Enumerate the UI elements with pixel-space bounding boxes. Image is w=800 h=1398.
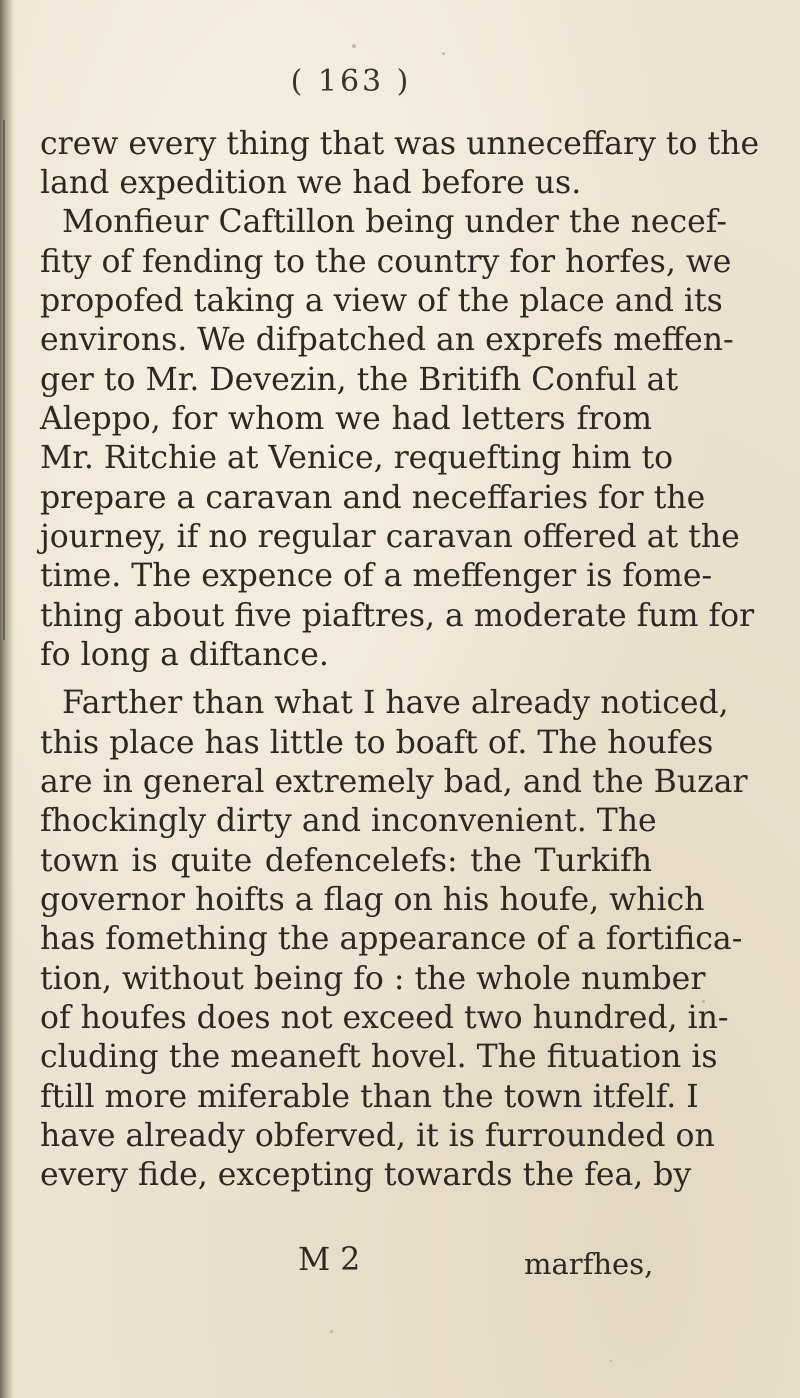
signature-mark: M 2	[298, 1242, 361, 1278]
paper-speck	[330, 1330, 333, 1333]
text-line-24: cluding the meaneft hovel. The fituation is	[40, 1039, 718, 1075]
binding-edge-line	[3, 120, 5, 640]
text-line-22: tion, without being fo : the whole number	[40, 961, 706, 997]
text-line-1: crew every thing that was unneceffary to the	[40, 126, 760, 162]
text-line-26: have already obferved, it is furrounded on	[40, 1118, 715, 1154]
paper-speck	[610, 1360, 612, 1362]
text-line-17: are in general extremely bad, and the Buzar	[40, 764, 748, 800]
text-line-8: Aleppo, for whom we had letters from	[40, 401, 652, 437]
page-header-number: ( 163 )	[290, 64, 412, 99]
text-line-14: fo long a diftance.	[40, 637, 329, 673]
text-line-4: fity of fending to the country for horfes, we	[40, 244, 732, 280]
text-line-13: thing about five piaftres, a moderate fum for	[40, 598, 755, 634]
text-line-21: has fomething the appearance of a fortifica-	[40, 921, 743, 957]
text-line-27: every fide, excepting towards the fea, by	[40, 1157, 692, 1193]
paper-speck	[442, 52, 445, 55]
catchword: marfhes,	[524, 1247, 654, 1281]
text-line-11: journey, if no regular caravan offered at the	[40, 519, 740, 555]
text-line-10: prepare a caravan and neceffaries for the	[40, 480, 706, 516]
text-line-23: of houfes does not exceed two hundred, in-	[40, 1000, 729, 1036]
text-line-18: fhockingly dirty and inconvenient. The	[40, 803, 657, 839]
text-line-20: governor hoifts a flag on his houfe, which	[40, 882, 705, 918]
text-line-9: Mr. Ritchie at Venice, requefting him to	[40, 440, 674, 476]
text-line-15: Farther than what I have already noticed,	[62, 685, 729, 721]
text-line-2: land expedition we had before us.	[40, 165, 582, 201]
text-line-16: this place has little to boaft of. The houfes	[40, 725, 714, 761]
text-line-12: time. The expence of a meffenger is fome-	[40, 558, 713, 594]
text-line-19: town is quite defencelefs: the Turkifh	[40, 843, 652, 879]
text-line-7: ger to Mr. Devezin, the Britifh Conful at	[40, 362, 679, 398]
text-line-6: environs. We difpatched an exprefs meffen-	[40, 322, 734, 358]
text-line-25: ftill more miferable than the town itfelf. I	[40, 1079, 699, 1115]
paper-speck	[702, 1000, 705, 1003]
text-line-5: propofed taking a view of the place and its	[40, 283, 723, 319]
paper-speck	[352, 44, 356, 48]
text-line-3: Monfieur Caftillon being under the necef-	[62, 204, 727, 240]
